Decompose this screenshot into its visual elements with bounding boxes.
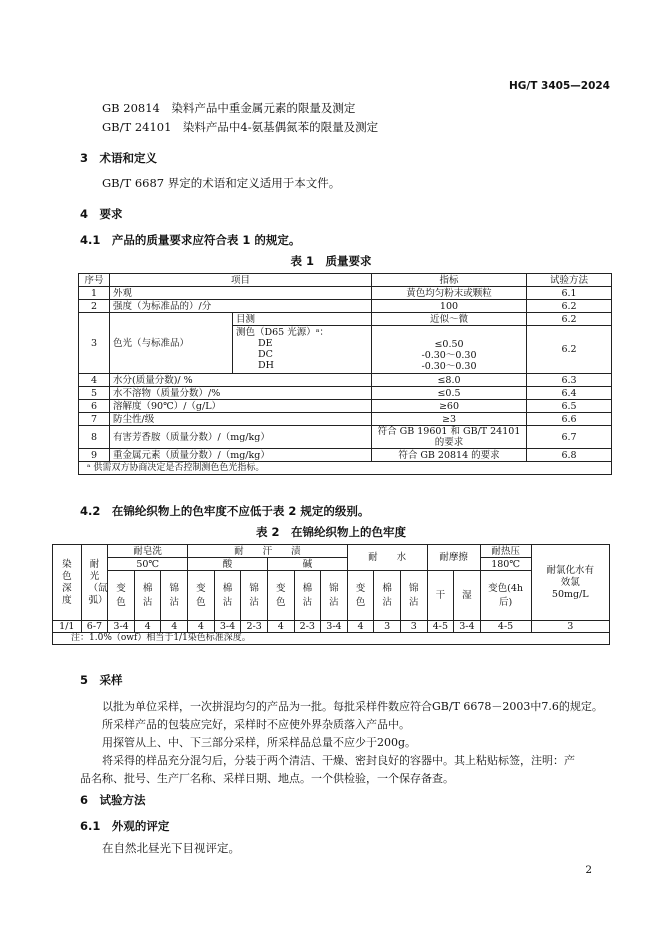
table-row: 8 有害芳香胺（质量分数）/（mg/kg） 符合 GB 19601 和 GB/T 24101 的要求 6.7 — [79, 426, 612, 449]
section-6-1: 6.1 外观的评定 — [80, 819, 170, 833]
table-row: 测色（D65 光源）ᵃ： DE DC DH ≤0.50 -0.30～0.30 -0.30～0.30 6.2 — [79, 326, 612, 374]
table-row: 3 色光（与标准品） 目测 近似～微 6.2 — [79, 313, 612, 326]
section-5-title: 5 采样 — [80, 673, 123, 687]
header-hot-temp: 180℃ — [480, 558, 531, 571]
header-sweat: 耐 汗 渍 — [188, 545, 348, 558]
reference-gbt24101: GB/T 24101 染料产品中4-氨基偶氮苯的限量及测定 — [102, 120, 379, 134]
table-row: 1/1 6-7 3-4 4 4 4 3-4 2-3 4 2-3 3-4 4 3 3 4-5 3-4 4-5 3 — [53, 621, 610, 633]
table-row: 9 重金属元素（质量分数）/（mg/kg） 符合 GB 20814 的要求 6.8 — [79, 449, 612, 462]
header-chlorine: 耐氯化水有效氯50mg/L — [531, 545, 610, 621]
header-rub: 耐摩擦 — [427, 545, 480, 571]
header-no: 序号 — [79, 274, 110, 287]
table-2-note: 注：1.0%（owf）相当于1/1染色标准深度。 — [53, 633, 610, 645]
table-note-row — [53, 633, 610, 645]
section-5-para-4-cont: 品名称、批号、生产厂名称、采样日期、地点。一个供检验，一个保存备查。 — [80, 772, 454, 785]
fastness-table: 染色深度 耐光（氙弧） 耐皂洗 耐 汗 渍 耐 水 耐摩擦 耐热压 耐氯化水有效氯50mg/L 50℃ 酸 碱 180℃ 变色 棉沾 锦沾 变色 棉沾 锦沾 变色 棉沾 锦沾 变色 棉沾 锦沾 干 湿 变色(4h 后) 1/1 6-7 3-4 4 4 4 3-4 2-3 4 2-3 3-4 4 3 3 4-5 3-4 4-5 3 注：1.0%（owf）相当于1/1染色标准深度。 — [52, 544, 610, 645]
table-1-caption: 表 1 质量要求 — [290, 254, 372, 268]
header-acid: 酸 — [188, 558, 268, 571]
header-depth: 染色深度 — [53, 545, 82, 621]
header-alkali: 碱 — [267, 558, 347, 571]
section-5-para-4: 将采得的样品充分混匀后，分装于两个清洁、干燥、密封良好的容器中。其上粘贴标签，注明：产 — [102, 754, 575, 767]
header-hot: 耐热压 — [480, 545, 531, 558]
table-1-footnote: ᵃ 供需双方协商决定是否控制测色色光指标。 — [79, 462, 612, 475]
section-6-title: 6 试验方法 — [80, 793, 146, 807]
table-row: 4 水分(质量分数)/ % ≤8.0 6.3 — [79, 374, 612, 387]
table-2-caption: 表 2 在锦纶织物上的色牢度 — [255, 525, 406, 539]
header-wash: 耐皂洗 — [108, 545, 188, 558]
header-wash-temp: 50℃ — [108, 558, 188, 571]
table-row: 1 外观 黄色均匀粉末或颗粒 6.1 — [79, 287, 612, 300]
page-number: 2 — [585, 864, 592, 876]
table-footnote-row — [79, 462, 612, 475]
header-water: 耐 水 — [347, 545, 427, 571]
table-row: 6 溶解度（90℃）/（g/L） ≥60 6.5 — [79, 400, 612, 413]
section-5-para-1: 以批为单位采样，一次拼混均匀的产品为一批。每批采样件数应符合GB/T 6678－2003中7.6的规定。 — [102, 700, 603, 713]
section-4-2: 4.2 在锦纶织物上的色牢度不应低于表 2 规定的级别。 — [80, 504, 370, 518]
table-row: 5 水不溶物（质量分数）/% ≤0.5 6.4 — [79, 387, 612, 400]
reference-gb20814: GB 20814 染料产品中重金属元素的限量及测定 — [102, 101, 356, 115]
section-4-1: 4.1 产品的质量要求应符合表 1 的规定。 — [80, 233, 301, 247]
section-5-para-3: 用探管从上、中、下三部分采样，所采样品总量不应少于200g。 — [102, 736, 417, 749]
section-3-title: 3 术语和定义 — [80, 151, 158, 165]
quality-table — [78, 273, 612, 475]
table-row: 7 防尘性/级 ≥3 6.6 — [79, 413, 612, 426]
document-code: HG/T 3405—2024 — [508, 80, 610, 92]
header-value: 指标 — [372, 274, 527, 287]
header-light: 耐光（氙弧） — [81, 545, 108, 621]
section-4-title: 4 要求 — [80, 207, 123, 221]
header-method: 试验方法 — [527, 274, 612, 287]
section-5-para-2: 所采样产品的包装应完好，采样时不应使外界杂质落入产品中。 — [102, 718, 410, 731]
header-item: 项目 — [110, 274, 372, 287]
section-3-body: GB/T 6687 界定的术语和定义适用于本文件。 — [102, 176, 341, 190]
section-6-1-body: 在自然北昼光下目视评定。 — [102, 841, 240, 855]
table-row: 2 强度（为标准品的）/分 100 6.2 — [79, 300, 612, 313]
